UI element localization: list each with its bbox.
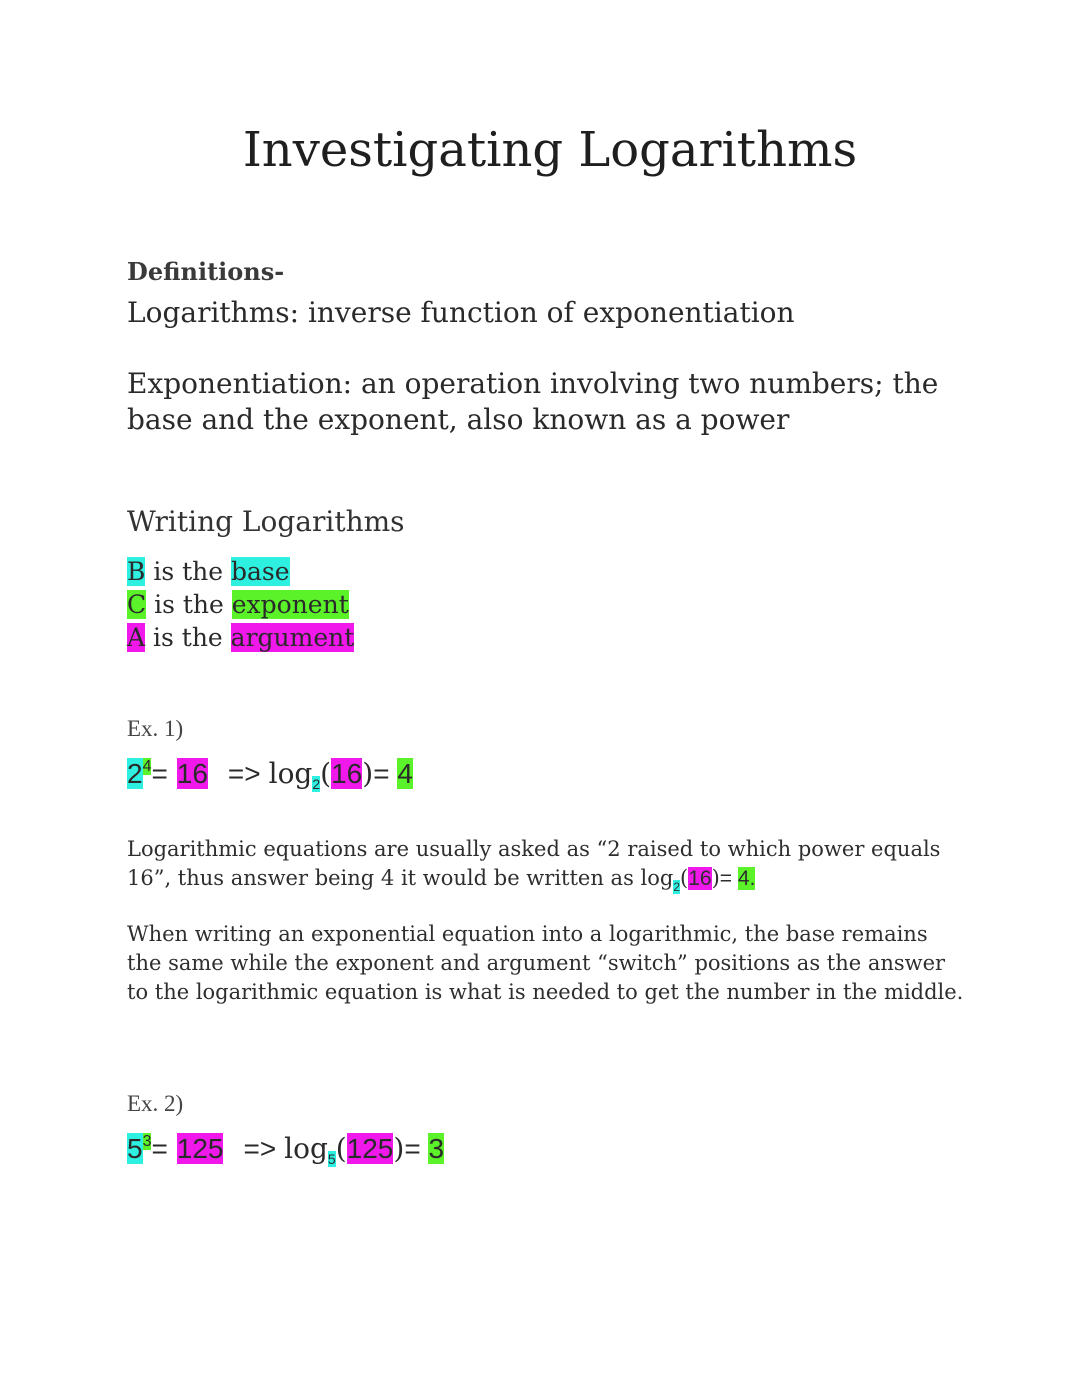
ex2-log-argument: 125 bbox=[346, 1133, 394, 1164]
example-1-label: Ex. 1) bbox=[127, 716, 184, 741]
base-letter: B bbox=[127, 557, 146, 586]
ex2-base: 5 bbox=[127, 1133, 143, 1164]
ex1-base: 2 bbox=[127, 758, 143, 789]
ex2-result: 3 bbox=[428, 1133, 445, 1164]
legend-line-exponent: C is the exponent bbox=[127, 590, 349, 619]
exponent-letter: C bbox=[127, 590, 147, 619]
ex1-argument: 16 bbox=[176, 758, 208, 789]
explanation-paragraph-2: When writing an exponential equation into a logarithmic, the base remains the same while the exponent and argument “switch” positions as the answer to the logarithmic equation is what is needed to get the number in the middle. bbox=[127, 922, 964, 1004]
page-title: Investigating Logarithms bbox=[242, 122, 858, 178]
ex1-arrow: => bbox=[227, 758, 261, 789]
writing-logarithms-heading: Writing Logarithms bbox=[127, 505, 405, 538]
argument-term: argument bbox=[230, 623, 355, 652]
legend-line-argument: A is the argument bbox=[127, 623, 355, 652]
ex2-arrow: => bbox=[243, 1133, 277, 1164]
ex1-log-base: 2 bbox=[312, 776, 321, 792]
example-2-label: Ex. 2) bbox=[127, 1091, 184, 1116]
ex2-log-base: 5 bbox=[327, 1151, 336, 1167]
ex2-log: log bbox=[284, 1132, 328, 1165]
ex2-argument: 125 bbox=[176, 1133, 224, 1164]
exponentiation-definition: Exponentiation: an operation involving two numbers; the base and the exponent, also known as a power bbox=[127, 367, 939, 436]
argument-letter: A bbox=[127, 623, 146, 652]
bca-legend bbox=[127, 555, 354, 654]
legend-line-base: B is the base bbox=[127, 557, 290, 586]
example-2-equation: $5^3= 125 => \log_5(125)= 3$ bbox=[127, 1132, 445, 1167]
definitions-heading: Definitions- bbox=[127, 257, 285, 286]
ex2-exponent: 3 bbox=[142, 1133, 152, 1150]
ex1-exponent: 4 bbox=[142, 758, 152, 775]
example-1-equation: $2^4= 16 => \log_2(16)= 4$ bbox=[127, 757, 413, 792]
ex1-log: log bbox=[268, 757, 313, 790]
exponent-term: exponent bbox=[231, 590, 349, 619]
explanation-paragraph-1: Logarithmic equations are usually asked as “2 raised to which power equals 16”, thus answer being 4 it would be written as $\log_2(16)= 4$. bbox=[127, 837, 941, 894]
ex1-result: 4 bbox=[397, 758, 413, 789]
base-term: base bbox=[230, 557, 290, 586]
logarithm-definition: Logarithms: inverse function of exponentiation bbox=[127, 296, 795, 329]
ex1-log-argument: 16 bbox=[331, 758, 363, 789]
